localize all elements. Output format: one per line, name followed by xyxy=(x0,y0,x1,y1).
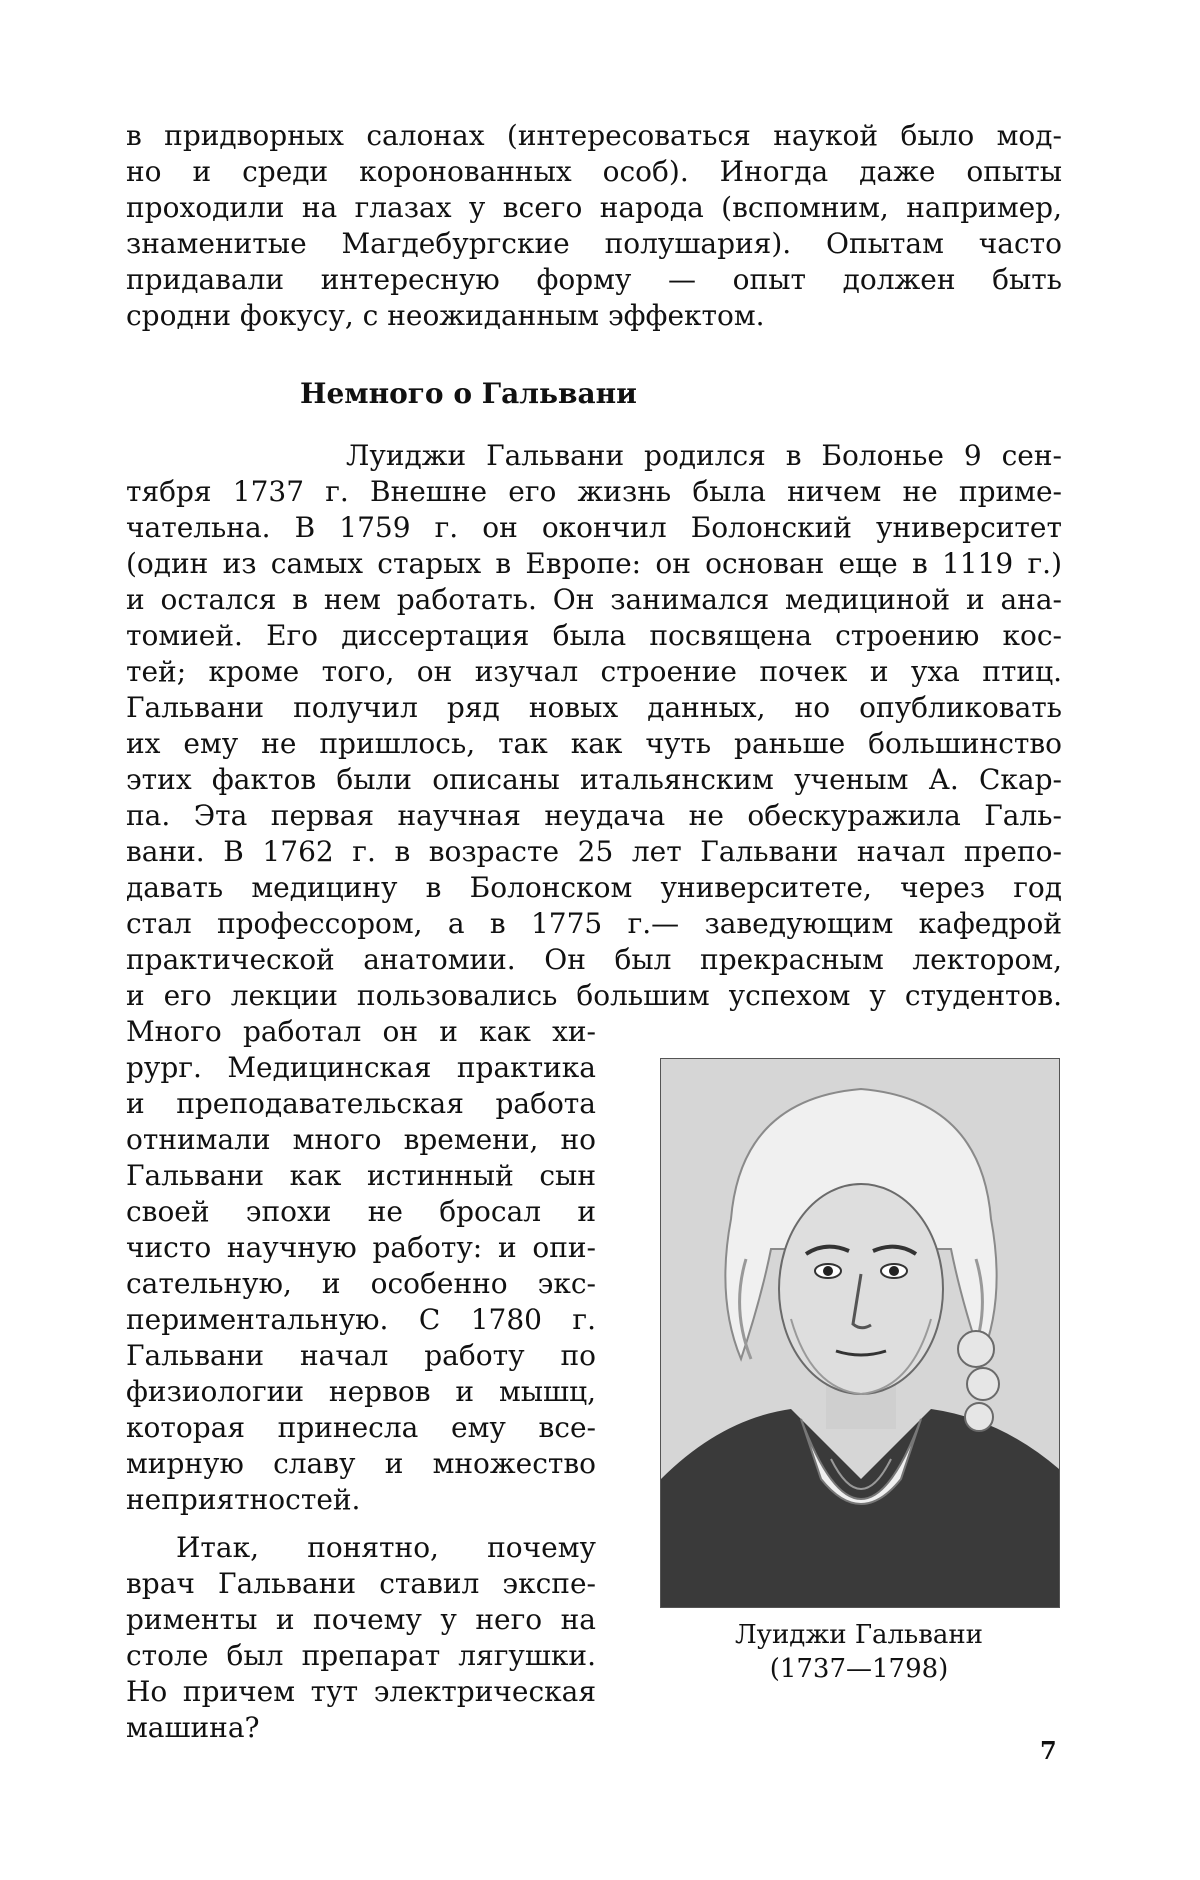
text-line: стал профессором, а в 1775 г.— заведующим кафедрой xyxy=(126,907,1062,940)
text-line: томией. Его диссертация была посвящена строению кос- xyxy=(126,619,1062,652)
text-line: Итак, понятно, почему xyxy=(176,1531,596,1564)
text-line: и его лекции пользовались большим успехом у студентов. xyxy=(126,979,1062,1012)
text-line: знаменитые Магдебургские полушария). Опытам часто xyxy=(126,227,1062,260)
text-line: проходили на глазах у всего народа (вспомним, например, xyxy=(126,191,1062,224)
text-line: Много работал он и как хи- xyxy=(126,1015,596,1048)
text-line: чательна. В 1759 г. он окончил Болонский университет xyxy=(126,511,1062,544)
text-line: столе был препарат лягушки. xyxy=(126,1639,596,1672)
text-line: и преподавательская работа xyxy=(126,1087,596,1120)
text-line: и остался в нем работать. Он занимался медициной и ана- xyxy=(126,583,1062,616)
text-line: в придворных салонах (интересоваться наукой было мод- xyxy=(126,119,1062,152)
text-line: давать медицину в Болонском университете, через год xyxy=(126,871,1062,904)
text-line: которая принесла ему все- xyxy=(126,1411,596,1444)
text-line: тей; кроме того, он изучал строение почек и уха птиц. xyxy=(126,655,1062,688)
text-line: Гальвани получил ряд новых данных, но опубликовать xyxy=(126,691,1062,724)
text-line: машина? xyxy=(126,1711,260,1744)
text-line: рург. Медицинская практика xyxy=(126,1051,596,1084)
text-line: придавали интересную форму — опыт должен быть xyxy=(126,263,1062,296)
text-line: Но причем тут электрическая xyxy=(126,1675,596,1708)
portrait-drawing xyxy=(661,1059,1059,1607)
text-line: сательную, и особенно экс- xyxy=(126,1267,596,1300)
text-line: вани. В 1762 г. в возрасте 25 лет Гальвани начал препо- xyxy=(126,835,1062,868)
text-line: но и среди коронованных особ). Иногда даже опыты xyxy=(126,155,1062,188)
text-line: неприятностей. xyxy=(126,1483,361,1516)
text-line: Гальвани как истинный сын xyxy=(126,1159,596,1192)
text-line: рименты и почему у него на xyxy=(126,1603,596,1636)
portrait-illustration xyxy=(660,1058,1060,1608)
text-line: (один из самых старых в Европе: он основан еще в 1119 г.) xyxy=(126,547,1062,580)
text-line: их ему не пришлось, так как чуть раньше большинство xyxy=(126,727,1062,760)
text-line: периментальную. С 1780 г. xyxy=(126,1303,596,1336)
text-line: па. Эта первая научная неудача не обескуражила Галь- xyxy=(126,799,1062,832)
text-line: физиологии нервов и мышц, xyxy=(126,1375,596,1408)
text-line: Гальвани начал работу по xyxy=(126,1339,596,1372)
text-line: практической анатомии. Он был прекрасным лектором, xyxy=(126,943,1062,976)
text-line: этих фактов были описаны итальянским ученым А. Скар- xyxy=(126,763,1062,796)
text-line: врач Гальвани ставил экспе- xyxy=(126,1567,596,1600)
text-line: чисто научную работу: и опи- xyxy=(126,1231,596,1264)
text-line: тября 1737 г. Внешне его жизнь была ничем не приме- xyxy=(126,475,1062,508)
portrait-caption-years: (1737—1798) xyxy=(769,1654,949,1684)
text-line: своей эпохи не бросал и xyxy=(126,1195,596,1228)
text-line: Луиджи Гальвани родился в Болонье 9 сен- xyxy=(346,439,1062,472)
text-line: мирную славу и множество xyxy=(126,1447,596,1480)
section-heading: Немного о Гальвани xyxy=(300,377,637,410)
page-number: 7 xyxy=(1040,1736,1057,1765)
text-line: отнимали много времени, но xyxy=(126,1123,596,1156)
text-line: сродни фокусу, с неожиданным эффектом. xyxy=(126,299,765,332)
portrait-caption-name: Луиджи Гальвани xyxy=(734,1620,984,1650)
